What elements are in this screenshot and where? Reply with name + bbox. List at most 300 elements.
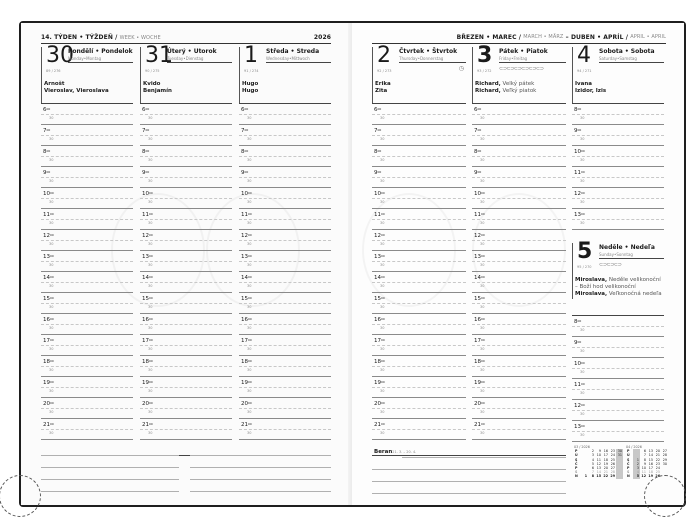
name: Richard,	[475, 88, 501, 94]
half-hour-line	[472, 135, 566, 136]
hour-slot[interactable]	[41, 335, 133, 356]
day-of-year: 94 / 271	[577, 69, 592, 73]
calendar-day[interactable]: 24	[610, 453, 615, 458]
calendar-day[interactable]: 11	[641, 470, 646, 475]
half-hour-line	[372, 198, 466, 199]
hour-slot[interactable]	[372, 125, 466, 146]
name-day-line	[375, 81, 391, 88]
hour-label: $19^{00}$	[43, 380, 54, 386]
hour-slot[interactable]	[140, 335, 232, 356]
weekday-label: N	[575, 474, 578, 479]
half-hour-label: 30	[247, 116, 252, 120]
half-hour-line	[140, 429, 232, 430]
note-line[interactable]	[41, 467, 179, 468]
hour-slots	[140, 103, 232, 440]
note-line[interactable]	[190, 479, 331, 480]
hour-label: $14^{00}$	[43, 275, 54, 281]
name: Benjamín	[143, 88, 172, 94]
name-day-line	[143, 88, 172, 95]
divider	[266, 62, 331, 63]
hour-slot[interactable]	[572, 125, 664, 146]
hour-slot[interactable]	[41, 188, 133, 209]
weekday-label: Ú	[575, 453, 578, 458]
hour-slot[interactable]	[140, 314, 232, 335]
note-line[interactable]	[41, 455, 179, 456]
hour-slot[interactable]	[472, 377, 566, 398]
hour-label: $16^{00}$	[43, 317, 54, 323]
hour-slot[interactable]	[372, 293, 466, 314]
hour-slot[interactable]	[472, 188, 566, 209]
name: Ivana	[575, 81, 592, 87]
hour-label: $8^{00}$	[374, 149, 382, 155]
hour-slot[interactable]	[372, 251, 466, 272]
hour-slot[interactable]	[41, 419, 133, 440]
calendar-day[interactable]: 6	[643, 449, 646, 454]
day-name-en: Tuesday•Dienstag	[167, 56, 204, 61]
calendar-day[interactable]: 1	[633, 458, 640, 462]
hour-slot[interactable]	[41, 146, 133, 167]
calendar-day[interactable]: 4	[591, 457, 594, 462]
day-of-year: 91 / 274	[244, 69, 259, 73]
hour-slot[interactable]	[140, 398, 232, 419]
holiday-note: Neděle velikonoční	[607, 277, 661, 283]
hour-label: $20^{00}$	[43, 401, 54, 407]
half-hour-line	[372, 240, 466, 241]
hour-slot[interactable]	[472, 230, 566, 251]
hour-slot[interactable]	[372, 209, 466, 230]
hour-slot[interactable]	[41, 104, 133, 125]
calendar-day[interactable]: 8	[591, 474, 594, 479]
hour-slot[interactable]	[41, 293, 133, 314]
hour-slot[interactable]	[372, 146, 466, 167]
calendar-day[interactable]: 15	[596, 474, 601, 479]
hour-slot[interactable]	[41, 125, 133, 146]
half-hour-line	[472, 177, 566, 178]
half-hour-label: 30	[247, 137, 252, 141]
calendar-day[interactable]: 27	[610, 466, 615, 471]
half-hour-line	[239, 282, 331, 283]
hour-slot[interactable]	[372, 356, 466, 377]
half-hour-label: 30	[49, 158, 54, 162]
half-hour-label: 30	[480, 137, 485, 141]
half-hour-line	[572, 389, 664, 390]
calendar-day[interactable]: 23	[655, 461, 660, 466]
hour-label: $13^{00}$	[374, 254, 385, 260]
weekday-label: Ú	[627, 453, 630, 458]
half-hour-line	[372, 177, 466, 178]
calendar-day[interactable]: 21	[603, 470, 608, 475]
hour-slot[interactable]	[572, 316, 664, 337]
hour-slot[interactable]	[239, 272, 331, 293]
calendar-day[interactable]: 28	[662, 453, 667, 458]
name-day-line	[575, 277, 662, 284]
calendar-day[interactable]: 10	[596, 453, 601, 458]
hour-slot[interactable]	[239, 377, 331, 398]
calendar-day[interactable]: 16	[648, 461, 653, 466]
half-hour-label: 30	[480, 284, 485, 288]
hour-slot[interactable]	[140, 230, 232, 251]
half-hour-line	[140, 156, 232, 157]
day-of-year: 89 / 276	[46, 69, 61, 73]
calendar-day[interactable]: 24	[655, 466, 660, 471]
calendar-day[interactable]: 25	[610, 457, 615, 462]
hour-label: $18^{00}$	[474, 359, 485, 365]
hour-label: $11^{00}$	[241, 212, 252, 218]
hour-slot[interactable]	[372, 230, 466, 251]
hour-slot[interactable]	[372, 419, 466, 440]
divider	[599, 62, 664, 63]
half-hour-label: 30	[380, 179, 385, 183]
calendar-day[interactable]: 15	[648, 457, 653, 462]
month-title-en: MARCH • MÄRZ	[523, 34, 564, 40]
half-hour-line	[41, 114, 133, 115]
hour-slot[interactable]	[41, 356, 133, 377]
hour-slot[interactable]	[572, 167, 664, 188]
hour-slot[interactable]	[572, 421, 664, 442]
divider	[399, 62, 466, 63]
hour-label: $12^{00}$	[574, 403, 585, 409]
hour-slot[interactable]	[140, 146, 232, 167]
name: Izidor, Izis	[575, 88, 607, 94]
calendar-day[interactable]: 23	[610, 449, 615, 454]
calendar-day[interactable]: 3	[633, 466, 640, 470]
half-hour-line	[41, 324, 133, 325]
half-hour-line	[41, 261, 133, 262]
note-line[interactable]	[190, 491, 331, 492]
half-hour-label: 30	[49, 305, 54, 309]
calendar-day[interactable]: 5	[591, 461, 594, 466]
hour-slot[interactable]	[372, 188, 466, 209]
half-hour-line	[472, 261, 566, 262]
note-line[interactable]	[190, 455, 331, 456]
day-number: 30	[46, 43, 74, 68]
holiday-symbol-icon: ⊂⊃⊂⊃⊂⊃⊂⊃⊂⊃⊂⊃	[499, 66, 544, 72]
half-hour-line	[472, 429, 566, 430]
half-hour-label: 30	[247, 179, 252, 183]
day-of-year: 90 / 275	[145, 69, 160, 73]
hour-slot[interactable]	[239, 335, 331, 356]
calendar-day[interactable]: 29	[610, 474, 615, 479]
calendar-day[interactable]: 10	[641, 466, 646, 471]
calendar-day[interactable]: 8	[643, 457, 646, 462]
weekday-label: P	[627, 449, 630, 454]
hour-slot[interactable]	[239, 251, 331, 272]
hour-slot[interactable]	[472, 104, 566, 125]
hour-slot[interactable]	[41, 398, 133, 419]
hour-label: $17^{00}$	[43, 338, 54, 344]
hour-slot[interactable]	[472, 209, 566, 230]
hour-slot[interactable]	[372, 398, 466, 419]
hour-label: $8^{00}$	[43, 149, 51, 155]
hour-slot[interactable]	[239, 125, 331, 146]
calendar-day[interactable]: 7	[643, 453, 646, 458]
hour-slot[interactable]	[140, 125, 232, 146]
calendar-day[interactable]: 14	[596, 470, 601, 475]
hour-slot[interactable]	[140, 251, 232, 272]
half-hour-label: 30	[247, 431, 252, 435]
hour-label: $11^{00}$	[574, 382, 585, 388]
calendar-day[interactable]: 14	[648, 453, 653, 458]
name: Vieroslav, Vieroslava	[44, 88, 109, 94]
weekday-label: P	[627, 466, 630, 471]
half-hour-line	[372, 408, 466, 409]
hour-label: $14^{00}$	[241, 275, 252, 281]
half-hour-line	[239, 177, 331, 178]
calendar-day[interactable]: 9	[598, 449, 601, 454]
calendar-day[interactable]: 1	[584, 474, 587, 479]
hour-slot[interactable]	[41, 167, 133, 188]
half-hour-label: 30	[480, 221, 485, 225]
calendar-day[interactable]: 26	[610, 461, 615, 466]
half-hour-line	[41, 156, 133, 157]
hour-slot[interactable]	[140, 293, 232, 314]
calendar-day[interactable]: 17	[648, 466, 653, 471]
hour-slot[interactable]	[472, 125, 566, 146]
half-hour-line	[472, 387, 566, 388]
hour-label: $16^{00}$	[374, 317, 385, 323]
calendar-day[interactable]: 29	[662, 457, 667, 462]
hour-label: $6^{00}$	[241, 107, 249, 113]
hour-slot[interactable]	[140, 104, 232, 125]
half-hour-line	[239, 303, 331, 304]
hour-slot[interactable]	[140, 377, 232, 398]
half-hour-line	[472, 345, 566, 346]
hour-slot[interactable]	[239, 419, 331, 440]
half-hour-label: 30	[148, 410, 153, 414]
hour-label: $6^{00}$	[142, 107, 150, 113]
hour-slot[interactable]	[372, 335, 466, 356]
hour-slot[interactable]	[572, 400, 664, 421]
hour-slots	[372, 103, 466, 440]
half-hour-label: 30	[247, 242, 252, 246]
half-hour-label: 30	[380, 263, 385, 267]
half-hour-label: 30	[148, 158, 153, 162]
calendar-day[interactable]: 22	[603, 474, 608, 479]
note-line[interactable]	[41, 479, 179, 480]
divider	[499, 62, 566, 63]
calendar-day[interactable]: 12	[596, 461, 601, 466]
note-line[interactable]	[372, 469, 566, 470]
calendar-day[interactable]	[616, 474, 623, 478]
hour-label: $9^{00}$	[574, 128, 582, 134]
hour-slot[interactable]	[472, 314, 566, 335]
half-hour-label: 30	[580, 433, 585, 437]
note-line[interactable]	[402, 457, 566, 458]
hour-slot[interactable]	[472, 398, 566, 419]
calendar-day[interactable]: 2	[591, 449, 594, 454]
name-day-line	[242, 88, 258, 95]
hour-slot[interactable]	[472, 419, 566, 440]
hour-slot[interactable]	[41, 209, 133, 230]
hour-slot[interactable]	[239, 293, 331, 314]
hour-slot[interactable]	[239, 230, 331, 251]
hour-slot[interactable]	[372, 314, 466, 335]
calendar-day[interactable]: 19	[603, 461, 608, 466]
hour-slot[interactable]	[41, 314, 133, 335]
half-hour-line	[41, 429, 133, 430]
calendar-day[interactable]: 28	[610, 470, 615, 475]
day-number: 31	[145, 43, 173, 68]
calendar-day[interactable]: 6	[591, 466, 594, 471]
hour-slot[interactable]	[239, 104, 331, 125]
hour-slot[interactable]	[572, 337, 664, 358]
hour-slot[interactable]	[140, 272, 232, 293]
half-hour-label: 30	[247, 221, 252, 225]
hour-label: $15^{00}$	[43, 296, 54, 302]
hour-slot[interactable]	[41, 377, 133, 398]
hour-slot[interactable]	[572, 209, 664, 230]
hour-slot[interactable]	[472, 272, 566, 293]
day-header	[41, 43, 133, 103]
hour-slots	[572, 103, 664, 230]
calendar-day[interactable]: 20	[655, 449, 660, 454]
hour-slot[interactable]	[140, 419, 232, 440]
half-hour-label: 30	[580, 158, 585, 162]
calendar-day[interactable]: 26	[655, 474, 660, 479]
name: Richard,	[475, 81, 501, 87]
calendar-day[interactable]: 30	[617, 449, 622, 454]
note-line[interactable]	[372, 493, 566, 494]
hour-slot[interactable]	[239, 209, 331, 230]
calendar-day[interactable]: 27	[662, 449, 667, 454]
calendar-day[interactable]: 4	[633, 470, 640, 474]
hour-label: $21^{00}$	[474, 422, 485, 428]
half-hour-line	[41, 366, 133, 367]
hour-slot[interactable]	[239, 167, 331, 188]
half-hour-line	[572, 156, 664, 157]
hour-slot[interactable]	[239, 314, 331, 335]
calendar-day[interactable]: 5	[633, 474, 640, 478]
half-hour-label: 30	[49, 179, 54, 183]
mini-calendar	[626, 445, 668, 479]
hour-slot[interactable]	[572, 146, 664, 167]
hour-slot[interactable]	[472, 356, 566, 377]
hour-slot[interactable]	[239, 356, 331, 377]
calendar-day[interactable]: 13	[596, 466, 601, 471]
calendar-day[interactable]: 31	[617, 453, 622, 458]
day-name-en: Wednesday•Mittwoch	[266, 56, 310, 61]
hour-slot[interactable]	[41, 272, 133, 293]
hour-slot[interactable]	[140, 188, 232, 209]
half-hour-line	[572, 198, 664, 199]
day-column	[140, 43, 232, 440]
calendar-day[interactable]: 17	[603, 453, 608, 458]
day-number: 4	[577, 43, 591, 68]
day-of-year: 92 / 273	[377, 69, 392, 73]
calendar-day[interactable]: 30	[662, 461, 667, 466]
calendar-day[interactable]: 7	[591, 470, 594, 475]
day-name-en: Monday•Montag	[68, 56, 102, 61]
hour-label: $15^{00}$	[142, 296, 153, 302]
hour-slot[interactable]	[372, 272, 466, 293]
half-hour-label: 30	[49, 431, 54, 435]
hour-label: $13^{00}$	[142, 254, 153, 260]
hour-slot[interactable]	[472, 251, 566, 272]
hour-slot[interactable]	[372, 377, 466, 398]
half-hour-label: 30	[580, 200, 585, 204]
name-day-line	[475, 88, 536, 95]
half-hour-line	[239, 198, 331, 199]
calendar-day[interactable]: 13	[648, 449, 653, 454]
mini-calendar-grid	[574, 449, 623, 478]
hour-slot[interactable]	[140, 167, 232, 188]
calendar-day[interactable]: 18	[603, 457, 608, 462]
half-hour-label: 30	[480, 200, 485, 204]
half-hour-label: 30	[49, 137, 54, 141]
hour-slot[interactable]	[472, 335, 566, 356]
mini-calendar-title: 03 / 2026	[574, 445, 590, 449]
hour-label: $7^{00}$	[43, 128, 51, 134]
half-hour-line	[239, 345, 331, 346]
hour-slots	[41, 103, 133, 440]
half-hour-label: 30	[49, 242, 54, 246]
hour-slot[interactable]	[472, 167, 566, 188]
calendar-day[interactable]: 2	[633, 462, 640, 466]
hour-slot[interactable]	[472, 293, 566, 314]
day-number: 1	[244, 43, 258, 68]
calendar-day[interactable]: 25	[655, 470, 660, 475]
half-hour-label: 30	[148, 221, 153, 225]
hour-slot[interactable]	[239, 398, 331, 419]
hour-slot[interactable]	[140, 209, 232, 230]
hour-label: $17^{00}$	[142, 338, 153, 344]
hour-slots	[572, 315, 664, 442]
calendar-day[interactable]: 12	[641, 474, 646, 479]
hour-slot[interactable]	[41, 251, 133, 272]
half-hour-label: 30	[148, 284, 153, 288]
calendar-day[interactable]: 20	[603, 466, 608, 471]
hour-slot[interactable]	[140, 356, 232, 377]
calendar-day[interactable]: 16	[603, 449, 608, 454]
calendar-day[interactable]: 22	[655, 457, 660, 462]
day-name-en: Sunday•Sonntag	[599, 252, 633, 257]
calendar-day[interactable]: 9	[643, 461, 646, 466]
hour-slot[interactable]	[572, 104, 664, 125]
half-hour-label: 30	[480, 410, 485, 414]
day-number: 2	[377, 43, 391, 68]
hour-slot[interactable]	[372, 104, 466, 125]
hour-slot[interactable]	[472, 146, 566, 167]
note-line[interactable]	[41, 491, 179, 492]
hour-slot[interactable]	[572, 188, 664, 209]
hour-label: $7^{00}$	[241, 128, 249, 134]
calendar-day[interactable]: 21	[655, 453, 660, 458]
hour-label: $7^{00}$	[374, 128, 382, 134]
weekday-label: Č	[627, 461, 630, 466]
note-line[interactable]	[190, 467, 331, 468]
half-hour-label: 30	[247, 347, 252, 351]
calendar-day[interactable]: 3	[591, 453, 594, 458]
note-line[interactable]	[372, 481, 566, 482]
calendar-day[interactable]: 11	[596, 457, 601, 462]
hour-slot[interactable]	[572, 358, 664, 379]
name-day-line	[375, 88, 391, 95]
half-hour-label: 30	[49, 221, 54, 225]
hour-slot[interactable]	[239, 188, 331, 209]
half-hour-label: 30	[480, 347, 485, 351]
half-hour-label: 30	[247, 200, 252, 204]
calendar-day[interactable]: 18	[648, 470, 653, 475]
calendar-day[interactable]: 19	[648, 474, 653, 479]
hour-slot[interactable]	[372, 167, 466, 188]
hour-label: $6^{00}$	[43, 107, 51, 113]
hour-label: $11^{00}$	[374, 212, 385, 218]
hour-slot[interactable]	[41, 230, 133, 251]
hour-slot[interactable]	[239, 146, 331, 167]
holiday-note: Veľký piatok	[500, 88, 537, 94]
half-hour-line	[140, 177, 232, 178]
hour-slot[interactable]	[572, 379, 664, 400]
